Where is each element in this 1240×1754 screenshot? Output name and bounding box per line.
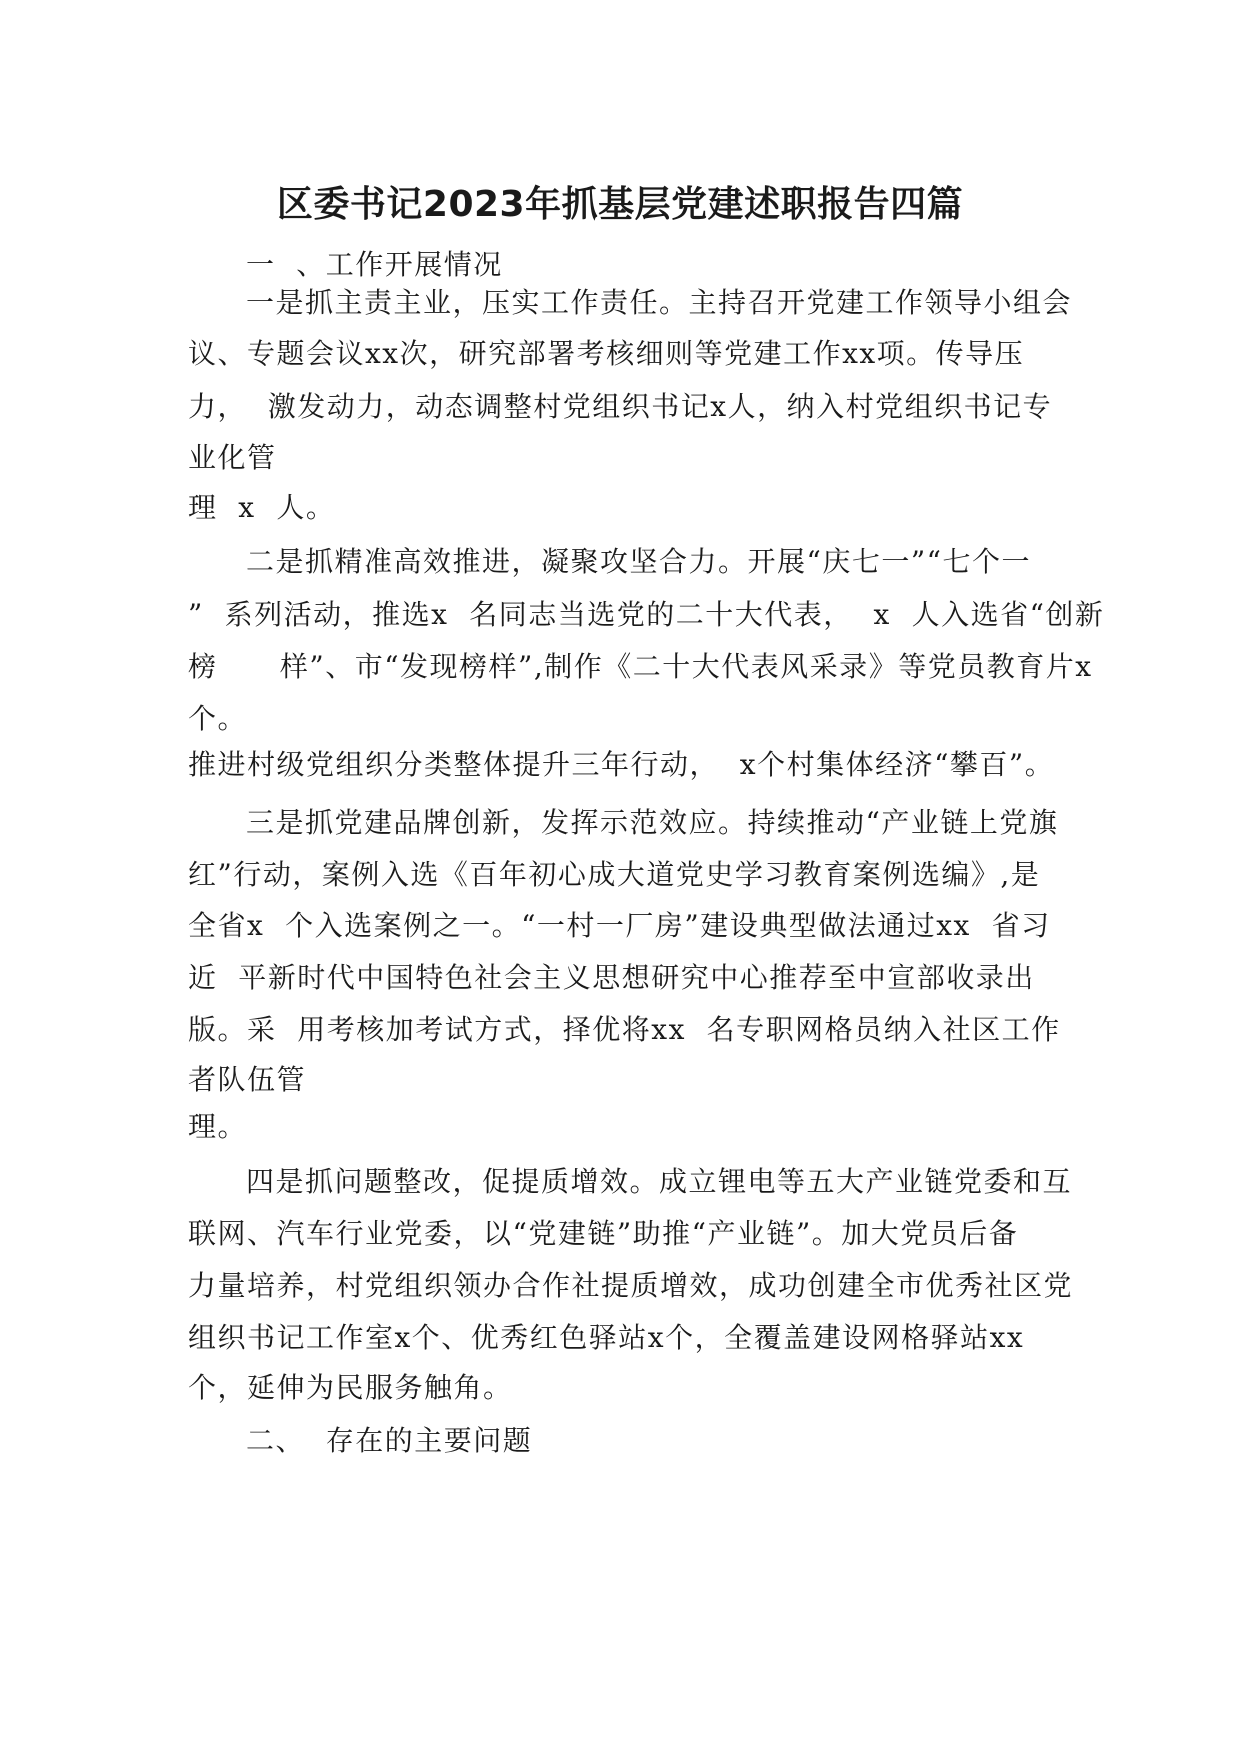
section-heading-2: 二、 存在的主要问题 — [246, 1424, 533, 1457]
paragraph-2-line-5: 推进村级党组织分类整体提升三年行动， x个村集体经济“攀百”。 — [188, 748, 1055, 781]
paragraph-2-line-3: 榜 样”、市“发现榜样”,制作《二十大代表风采录》等党员教育片x — [188, 650, 1093, 683]
paragraph-4-line-4: 组织书记工作室x个、优秀红色驿站x个，全覆盖建设网格驿站xx — [188, 1321, 1025, 1354]
paragraph-3-line-1: 三是抓党建品牌创新，发挥示范效应。持续推动“产业链上党旗 — [246, 806, 1059, 839]
paragraph-1-line-5: 理 x 人。 — [188, 491, 336, 524]
paragraph-1-line-4: 业化管 — [188, 441, 277, 474]
paragraph-1-line-3: 力， 激发动力，动态调整村党组织书记x人，纳入村党组织书记专 — [188, 390, 1053, 423]
section-heading-1: 一 、工作开展情况 — [246, 248, 503, 281]
paragraph-3-line-5: 版。采 用考核加考试方式，择优将xx 名专职网格员纳入社区工作 — [188, 1013, 1061, 1046]
document-title: 区委书记2023年抓基层党建述职报告四篇 — [276, 184, 964, 225]
paragraph-3-line-6: 者队伍管 — [188, 1063, 307, 1096]
paragraph-2-line-2: ” 系列活动，推选x 名同志当选党的二十大代表， x 人入选省“创新 — [188, 598, 1105, 631]
paragraph-1-line-2: 议、专题会议xx次，研究部署考核细则等党建工作xx项。传导压 — [188, 337, 1025, 370]
paragraph-4-line-2: 联网、汽车行业党委，以“党建链”助推“产业链”。加大党员后备 — [188, 1217, 1019, 1250]
paragraph-1-line-1: 一是抓主责主业，压实工作责任。主持召开党建工作领导小组会 — [246, 286, 1073, 319]
paragraph-2-line-4: 个。 — [188, 702, 248, 735]
paragraph-2-line-1: 二是抓精准高效推进，凝聚攻坚合力。开展“庆七一”“七个一 — [246, 545, 1031, 578]
paragraph-3-line-2: 红”行动，案例入选《百年初心成大道党史学习教育案例选编》,是 — [188, 858, 1041, 891]
paragraph-3-line-4: 近 平新时代中国特色社会主义思想研究中心推荐至中宣部收录出 — [188, 961, 1035, 994]
paragraph-3-line-7: 理。 — [188, 1110, 248, 1143]
paragraph-4-line-1: 四是抓问题整改，促提质增效。成立锂电等五大产业链党委和互 — [246, 1165, 1073, 1198]
paragraph-3-line-3: 全省x 个入选案例之一。“一村一厂房”建设典型做法通过xx 省习 — [188, 909, 1051, 942]
paragraph-4-line-3: 力量培养，村党组织领办合作社提质增效，成功创建全市优秀社区党 — [188, 1269, 1074, 1302]
paragraph-4-line-5: 个，延伸为民服务触角。 — [188, 1371, 513, 1404]
